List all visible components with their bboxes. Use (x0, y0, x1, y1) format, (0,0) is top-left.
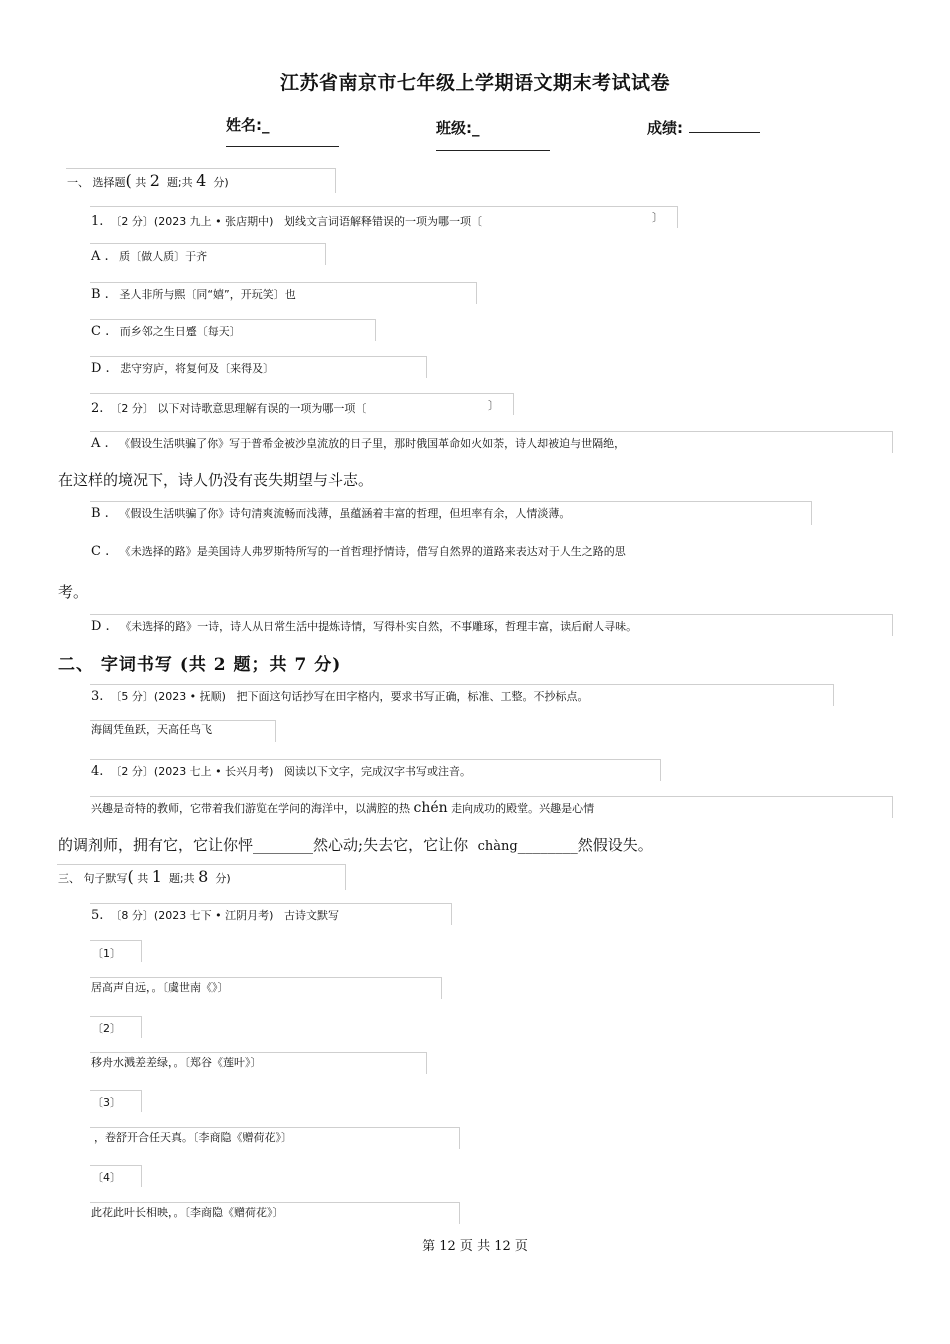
q2-option-c-continued: 考。 (58, 583, 89, 601)
q3-sentence: 海阔凭鱼跃，天高任鸟飞 (91, 723, 212, 736)
blank-1[interactable]: ________ (253, 836, 314, 854)
q5-item-1[interactable]: 居高声自远，。〔虞世南《》〕 (91, 981, 229, 994)
score-label: 成绩: (647, 119, 683, 137)
q2-option-d[interactable]: D . 《未选择的路》一诗，诗人从日常生活中提炼诗情，写得朴实自然，不事雕琢，哲理丰富，读后耐人寻味。 (91, 619, 638, 634)
q5-item-4[interactable]: 此花此叶长相映，。〔李商隐《赠荷花》〕 (91, 1206, 284, 1219)
name-label: 姓名:_ (226, 116, 270, 134)
q5-item-4-num: 〔4〕 (92, 1171, 121, 1184)
q5-item-3-num: 〔3〕 (92, 1096, 121, 1109)
q5-stem: 5. 〔8 分〕(2023 七下 • 江阴月考) 古诗文默写 (91, 908, 339, 923)
q4-passage-line-2: 的调剂师，拥有它，它让你怦________然心动;失去它，它让你 chàng________然假设失。 (58, 836, 653, 854)
q2-close-paren: 〕 (488, 399, 499, 412)
pinyin-chen: chén (413, 800, 448, 816)
section-3-heading: 三、 句子默写( 共 1 题;共 8 分) (58, 867, 231, 886)
section-2-heading: 二、 字词书写 (共 2 题；共 7 分) (58, 655, 342, 675)
section-1-heading: 一、 选择题( 共 2 题;共 4 分) (67, 171, 229, 190)
q2-option-a-continued: 在这样的境况下，诗人仍没有丧失期望与斗志。 (58, 471, 374, 489)
q1-stem: 1. 〔2 分〕(2023 九上 • 张店期中) 划线文言词语解释错误的一项为哪一项〔 (91, 214, 482, 229)
q5-item-3[interactable]: ，卷舒开合任天真。〔李商隐《赠荷花》〕 (94, 1131, 292, 1144)
q5-item-2-num: 〔2〕 (92, 1022, 121, 1035)
q1-option-d[interactable]: D . 悲守穷庐，将复何及〔来得及〕 (91, 361, 275, 376)
q5-item-1-num: 〔1〕 (92, 947, 121, 960)
class-label: 班级:_ (436, 119, 480, 137)
name-field-line[interactable] (226, 146, 339, 147)
pinyin-chang: chàng (477, 839, 518, 854)
q2-stem: 2. 〔2 分〕 以下对诗歌意思理解有误的一项为哪一项〔 (91, 401, 367, 416)
class-field-line[interactable] (436, 150, 550, 151)
q2-option-a[interactable]: A . 《假设生活哄骗了你》写于普希金被沙皇流放的日子里，那时俄国革命如火如荼，诗人却被迫与世隔绝， (91, 436, 626, 451)
q4-passage-line-1: 兴趣是奇特的教师，它带着我们游览在学问的海洋中，以满腔的热 chén 走向成功的殿堂。兴趣是心情 (91, 800, 595, 816)
page-footer: 第 12 页 共 12 页 (422, 1239, 528, 1254)
blank-2[interactable]: ________ (517, 836, 578, 854)
q2-option-b[interactable]: B . 《假设生活哄骗了你》诗句清爽流畅而浅薄，虽蕴涵着丰富的哲理，但坦率有余，人情淡薄。 (91, 506, 571, 521)
q4-stem: 4. 〔2 分〕(2023 七上 • 长兴月考) 阅读以下文字，完成汉字书写或注音。 (91, 764, 471, 779)
page-title: 江苏省南京市七年级上学期语文期末考试试卷 (279, 72, 670, 94)
q2-option-c[interactable]: C . 《未选择的路》是美国诗人弗罗斯特所写的一首哲理抒情诗，借写自然界的道路来表达对于人生之路的思 (91, 544, 626, 559)
q1-option-c[interactable]: C . 而乡邻之生日蹙〔每天〕 (91, 324, 241, 339)
score-field-line[interactable] (689, 132, 760, 133)
q3-stem: 3. 〔5 分〕(2023 • 抚顺) 把下面这句话抄写在田字格内，要求书写正确，标准、工整。不抄标点。 (91, 689, 589, 704)
q1-close-paren: 〕 (652, 211, 663, 224)
q5-item-2[interactable]: 移舟水溅差差绿，。〔郑谷《莲叶》〕 (91, 1056, 262, 1069)
q1-option-b[interactable]: B . 圣人非所与熙〔同“嬉”，开玩笑〕也 (91, 287, 296, 302)
q1-option-a[interactable]: A . 质〔做人质〕于齐 (91, 249, 208, 264)
